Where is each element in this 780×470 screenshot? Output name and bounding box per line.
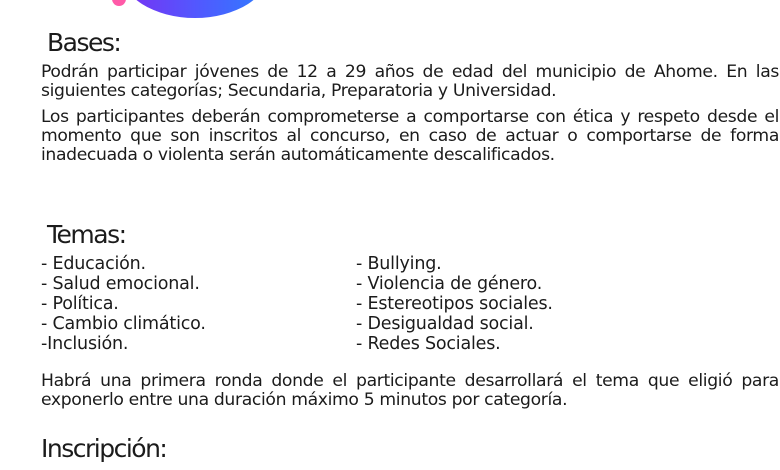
bases-paragraph-2: Los participantes deberán comprometerse a comportarse con ética y respeto desde el momento que son inscritos al concurso, en caso de actuar o comportarse de forma inadecuada o violenta serán automáticamente descalificados. [41,107,779,165]
bases-paragraph-1: Podrán participar jóvenes de 12 a 29 años de edad del municipio de Ahome. En las siguientes categorías; Secundaria, Preparatoria y Universidad. [41,62,779,101]
tema-item: - Educación. [41,254,146,274]
bases-heading: Bases: [47,28,121,57]
temas-list-right [356,254,553,354]
tema-item: - Redes Sociales. [356,334,501,354]
tema-item: - Bullying. [356,254,442,274]
temas-list-left [41,254,206,354]
logo-accent [112,0,126,6]
temas-note: Habrá una primera ronda donde el participante desarrollará el tema que eligió para exponerlo entre una duración máximo 5 minutos por categoría. [41,371,779,410]
temas-heading: Temas: [47,220,126,249]
logo-graphic [120,0,270,18]
tema-item: - Política. [41,294,119,314]
tema-item: - Cambio climático. [41,314,206,334]
tema-item: - Violencia de género. [356,274,543,294]
tema-item: - Salud emocional. [41,274,200,294]
tema-item: - Estereotipos sociales. [356,294,553,314]
tema-item: -Inclusión. [41,334,129,354]
tema-item: - Desigualdad social. [356,314,534,334]
inscripcion-heading: Inscripción: [41,434,167,463]
